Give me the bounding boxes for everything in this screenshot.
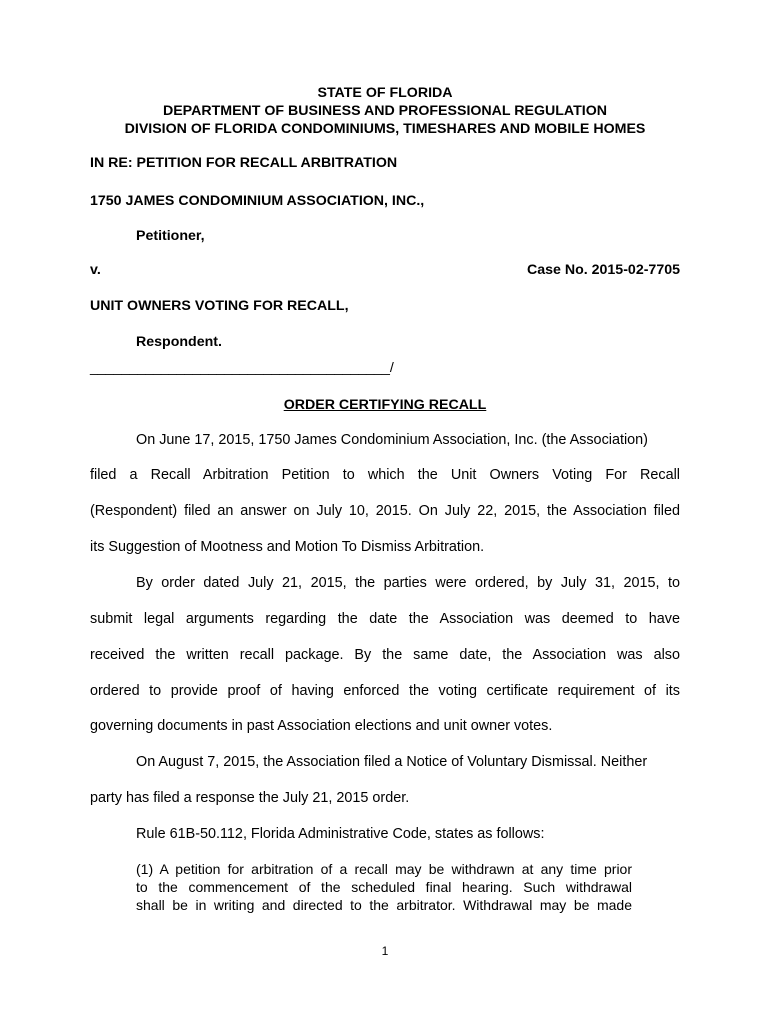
header-state: STATE OF FLORIDA: [317, 85, 453, 101]
body-line: On August 7, 2015, the Association filed a Notice of Voluntary Dismissal. Neither: [136, 754, 648, 770]
order-title: ORDER CERTIFYING RECALL: [283, 397, 487, 413]
body-line: (Respondent) filed an answer on July 10, 2015. On July 22, 2015, the Association filed: [90, 503, 680, 519]
page-number: 1: [381, 944, 389, 958]
body-line: On June 17, 2015, 1750 James Condominium Association, Inc. (the Association): [136, 432, 648, 448]
body-line: received the written recall package. By the same date, the Association was also: [90, 647, 680, 663]
body-line: Rule 61B-50.112, Florida Administrative Code, states as follows:: [136, 826, 545, 842]
body-line: submit legal arguments regarding the date the Association was deemed to have: [90, 611, 680, 627]
body-line: its Suggestion of Mootness and Motion To Dismiss Arbitration.: [90, 539, 485, 555]
body-line: governing documents in past Association elections and unit owner votes.: [90, 718, 553, 734]
caption-petitioner-label: Petitioner,: [136, 228, 205, 244]
case-number: Case No. 2015-02-7705: [526, 262, 680, 278]
quote-line: (1) A petition for arbitration of a recall may be withdrawn at any time prior: [136, 861, 632, 877]
caption-petitioner-name: 1750 JAMES CONDOMINIUM ASSOCIATION, INC.,: [90, 193, 425, 209]
caption-respondent-label: Respondent.: [136, 334, 222, 350]
caption-in-re: IN RE: PETITION FOR RECALL ARBITRATION: [90, 155, 398, 171]
header-division: DIVISION OF FLORIDA CONDOMINIUMS, TIMESHARES AND MOBILE HOMES: [124, 121, 646, 137]
quote-line: to the commencement of the scheduled final hearing. Such withdrawal: [136, 879, 632, 895]
body-line: ordered to provide proof of having enforced the voting certificate requirement of its: [90, 683, 680, 699]
caption-versus: v.: [90, 262, 101, 278]
body-line: By order dated July 21, 2015, the parties were ordered, by July 31, 2015, to: [136, 575, 680, 591]
body-line: filed a Recall Arbitration Petition to which the Unit Owners Voting For Recall: [90, 467, 680, 483]
quote-line: shall be in writing and directed to the arbitrator. Withdrawal may be made: [136, 897, 632, 913]
caption-separator: ______________________________________/: [90, 360, 394, 376]
body-line: party has filed a response the July 21, 2015 order.: [90, 790, 410, 806]
header-department: DEPARTMENT OF BUSINESS AND PROFESSIONAL REGULATION: [162, 103, 608, 119]
caption-respondent-name: UNIT OWNERS VOTING FOR RECALL,: [90, 298, 349, 314]
